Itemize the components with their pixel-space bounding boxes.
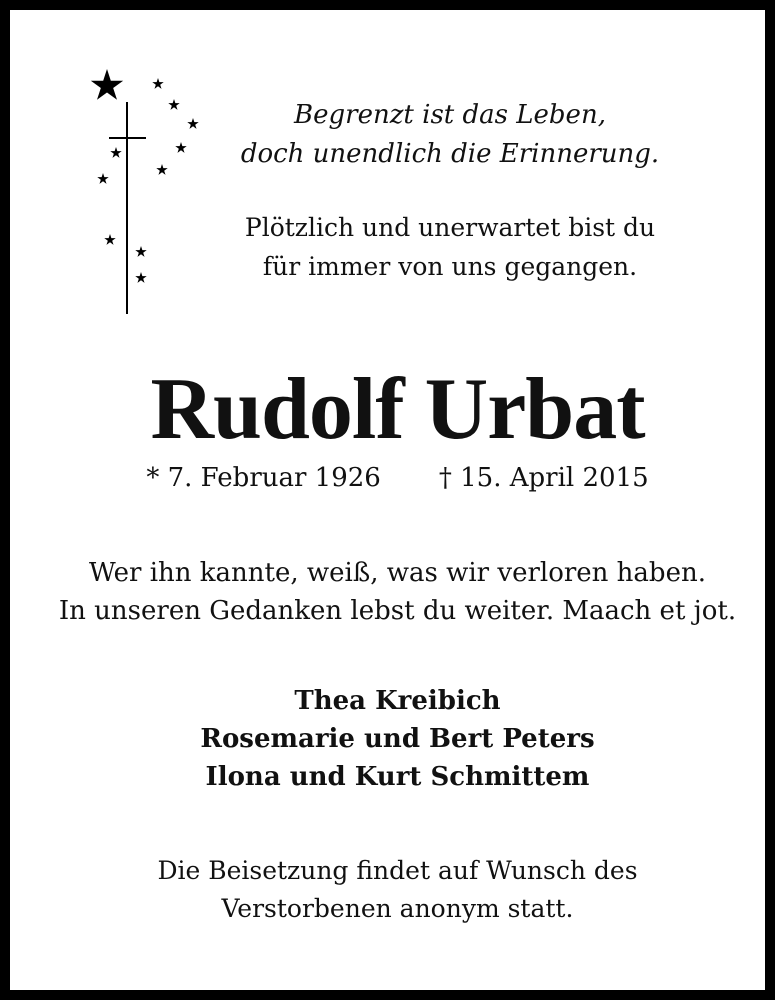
birth-date: * 7. Februar 1926 (146, 463, 381, 493)
mourner-name: Ilona und Kurt Schmittem (205, 762, 590, 792)
mourners-list (10, 682, 775, 796)
mourner-name: Thea Kreibich (294, 686, 501, 716)
deceased-name: Rudolf Urbat (150, 361, 645, 458)
intro-line: für immer von uns gegangen. (262, 252, 638, 281)
cross-with-stars-icon (80, 66, 210, 326)
life-dates (10, 460, 775, 496)
intro-line: Plötzlich und unerwartet bist du (244, 213, 656, 242)
mourner-name: Rosemarie und Bert Peters (200, 724, 595, 754)
burial-line: Die Beisetzung findet auf Wunsch des (157, 856, 638, 885)
burial-note (10, 852, 775, 928)
quote-line: doch unendlich die Erinnerung. (240, 139, 660, 169)
intro-text (220, 208, 680, 286)
quote-line: Begrenzt ist das Leben, (294, 100, 606, 130)
saying-line: In unseren Gedanken lebst du weiter. Maach et jot. (58, 596, 737, 626)
memorial-quote (220, 96, 680, 174)
death-date: † 15. April 2015 (438, 463, 649, 493)
burial-line: Verstorbenen anonym statt. (221, 894, 574, 923)
saying-line: Wer ihn kannte, weiß, was wir verloren haben. (89, 558, 706, 588)
remembrance-saying (10, 554, 775, 630)
